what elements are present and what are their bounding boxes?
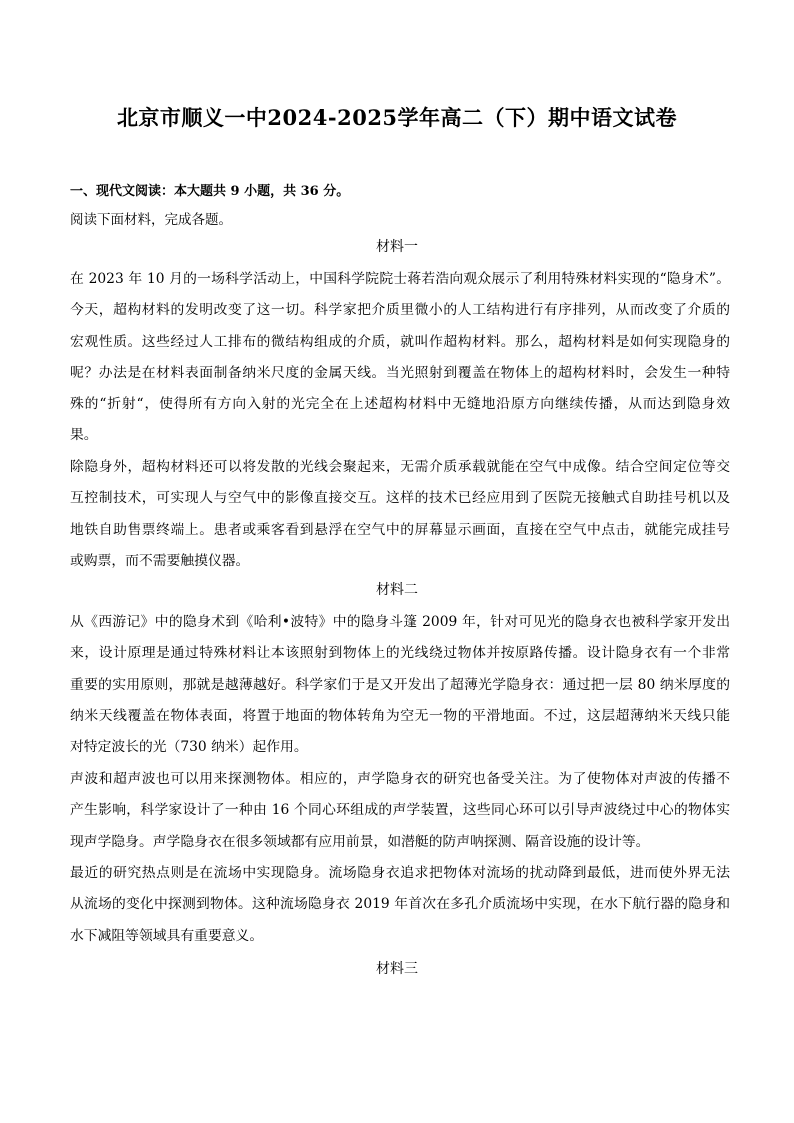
text-line: 地铁自助售票终端上。患者或乘客看到悬浮在空气中的屏幕显示画面，直接在空气中点击，就能完成挂号 xyxy=(70,521,730,538)
text-line: 殊的“折射“，使得所有方向入射的光完全在上述超构材料中无缝地沿原方向继续传播，从而达到隐身效 xyxy=(70,396,730,413)
text-line: 声波和超声波也可以用来探测物体。相应的，声学隐身衣的研究也备受关注。为了使物体对声波的传播不 xyxy=(70,771,730,787)
text-line: 呢？办法是在材料表面制备纳米尺度的金属天线。当光照射到覆盖在物体上的超构材料时，会发生一种特 xyxy=(70,364,730,381)
text-line: 今天，超构材料的发明改变了这一切。科学家把介质里微小的人工结构进行有序排列，从而改变了介质的 xyxy=(70,302,730,319)
material-2-paragraph-3 xyxy=(70,858,730,952)
text-line: 果。 xyxy=(70,427,98,444)
material-1-paragraph-2 xyxy=(70,452,730,577)
text-line: 从流场的变化中探测到物体。这种流场隐身衣 2019 年首次在多孔介质流场中实现，在水下航行器的隐身和 xyxy=(70,896,730,913)
text-line: 对特定波长的光（730 纳米）起作用。 xyxy=(70,739,308,756)
material-2-paragraph-2 xyxy=(70,764,730,858)
section-heading: 一、现代文阅读：本大题共 9 小题，共 36 分。 xyxy=(70,184,350,199)
text-line: 最近的研究热点则是在流场中实现隐身。流场隐身衣追求把物体对流场的扰动降到最低，进而使外界无法 xyxy=(70,865,730,881)
reading-instruction: 阅读下面材料，完成各题。 xyxy=(70,212,232,228)
text-line: 互控制技术，可实现人与空气中的影像直接交互。这样的技术已经应用到了医院无接触式自助挂号机以及 xyxy=(70,490,730,507)
text-line: 或购票，而不需要触摸仪器。 xyxy=(70,552,250,569)
material-2-paragraph-1 xyxy=(70,607,730,763)
material-1-paragraph-1 xyxy=(70,264,730,452)
text-line: 重要的实用原则，那就是越薄越好。科学家们于是又开发出了超薄光学隐身衣：通过把一层 80 纳米厚度的 xyxy=(70,676,730,693)
text-line: 从《西游记》中的隐身术到《哈利•波特》中的隐身斗篷 2009 年，针对可见光的隐身衣也被科学家开发出 xyxy=(70,614,730,630)
text-line: 在 2023 年 10 月的一场科学活动上，中国科学院院士蒋若浩向观众展示了利用特殊材料实现的“隐身术”。 xyxy=(70,271,730,287)
material-3-heading: 材料三 xyxy=(376,961,418,977)
text-line: 水下减阻等领域具有重要意义。 xyxy=(70,927,264,944)
material-1-heading: 材料一 xyxy=(376,239,418,255)
exam-title: 北京市顺义一中2024-2025学年高二（下）期中语文试卷 xyxy=(116,105,678,130)
material-2-heading: 材料二 xyxy=(376,582,418,598)
text-line: 纳米天线覆盖在物体表面，将置于地面的物体转角为空无一物的平滑地面。不过，这层超薄纳米天线只能 xyxy=(70,707,730,724)
text-line: 来，设计原理是通过特殊材料让本该照射到物体上的光线绕过物体并按原路传播。设计隐身衣有一个非常 xyxy=(70,645,730,662)
text-line: 宏观性质。这些经过人工排布的微结构组成的介质，就叫作超构材料。那么，超构材料是如何实现隐身的 xyxy=(70,333,730,350)
text-line: 现声学隐身。声学隐身衣在很多领域都有应用前景，如潜艇的防声呐探测、隔音设施的设计等。 xyxy=(70,833,650,850)
text-line: 产生影响，科学家设计了一种由 16 个同心环组成的声学装置，这些同心环可以引导声波绕过中心的物体实 xyxy=(70,802,730,819)
text-line: 除隐身外，超构材料还可以将发散的光线会聚起来，无需介质承载就能在空气中成像。结合空间定位等交 xyxy=(70,459,730,475)
